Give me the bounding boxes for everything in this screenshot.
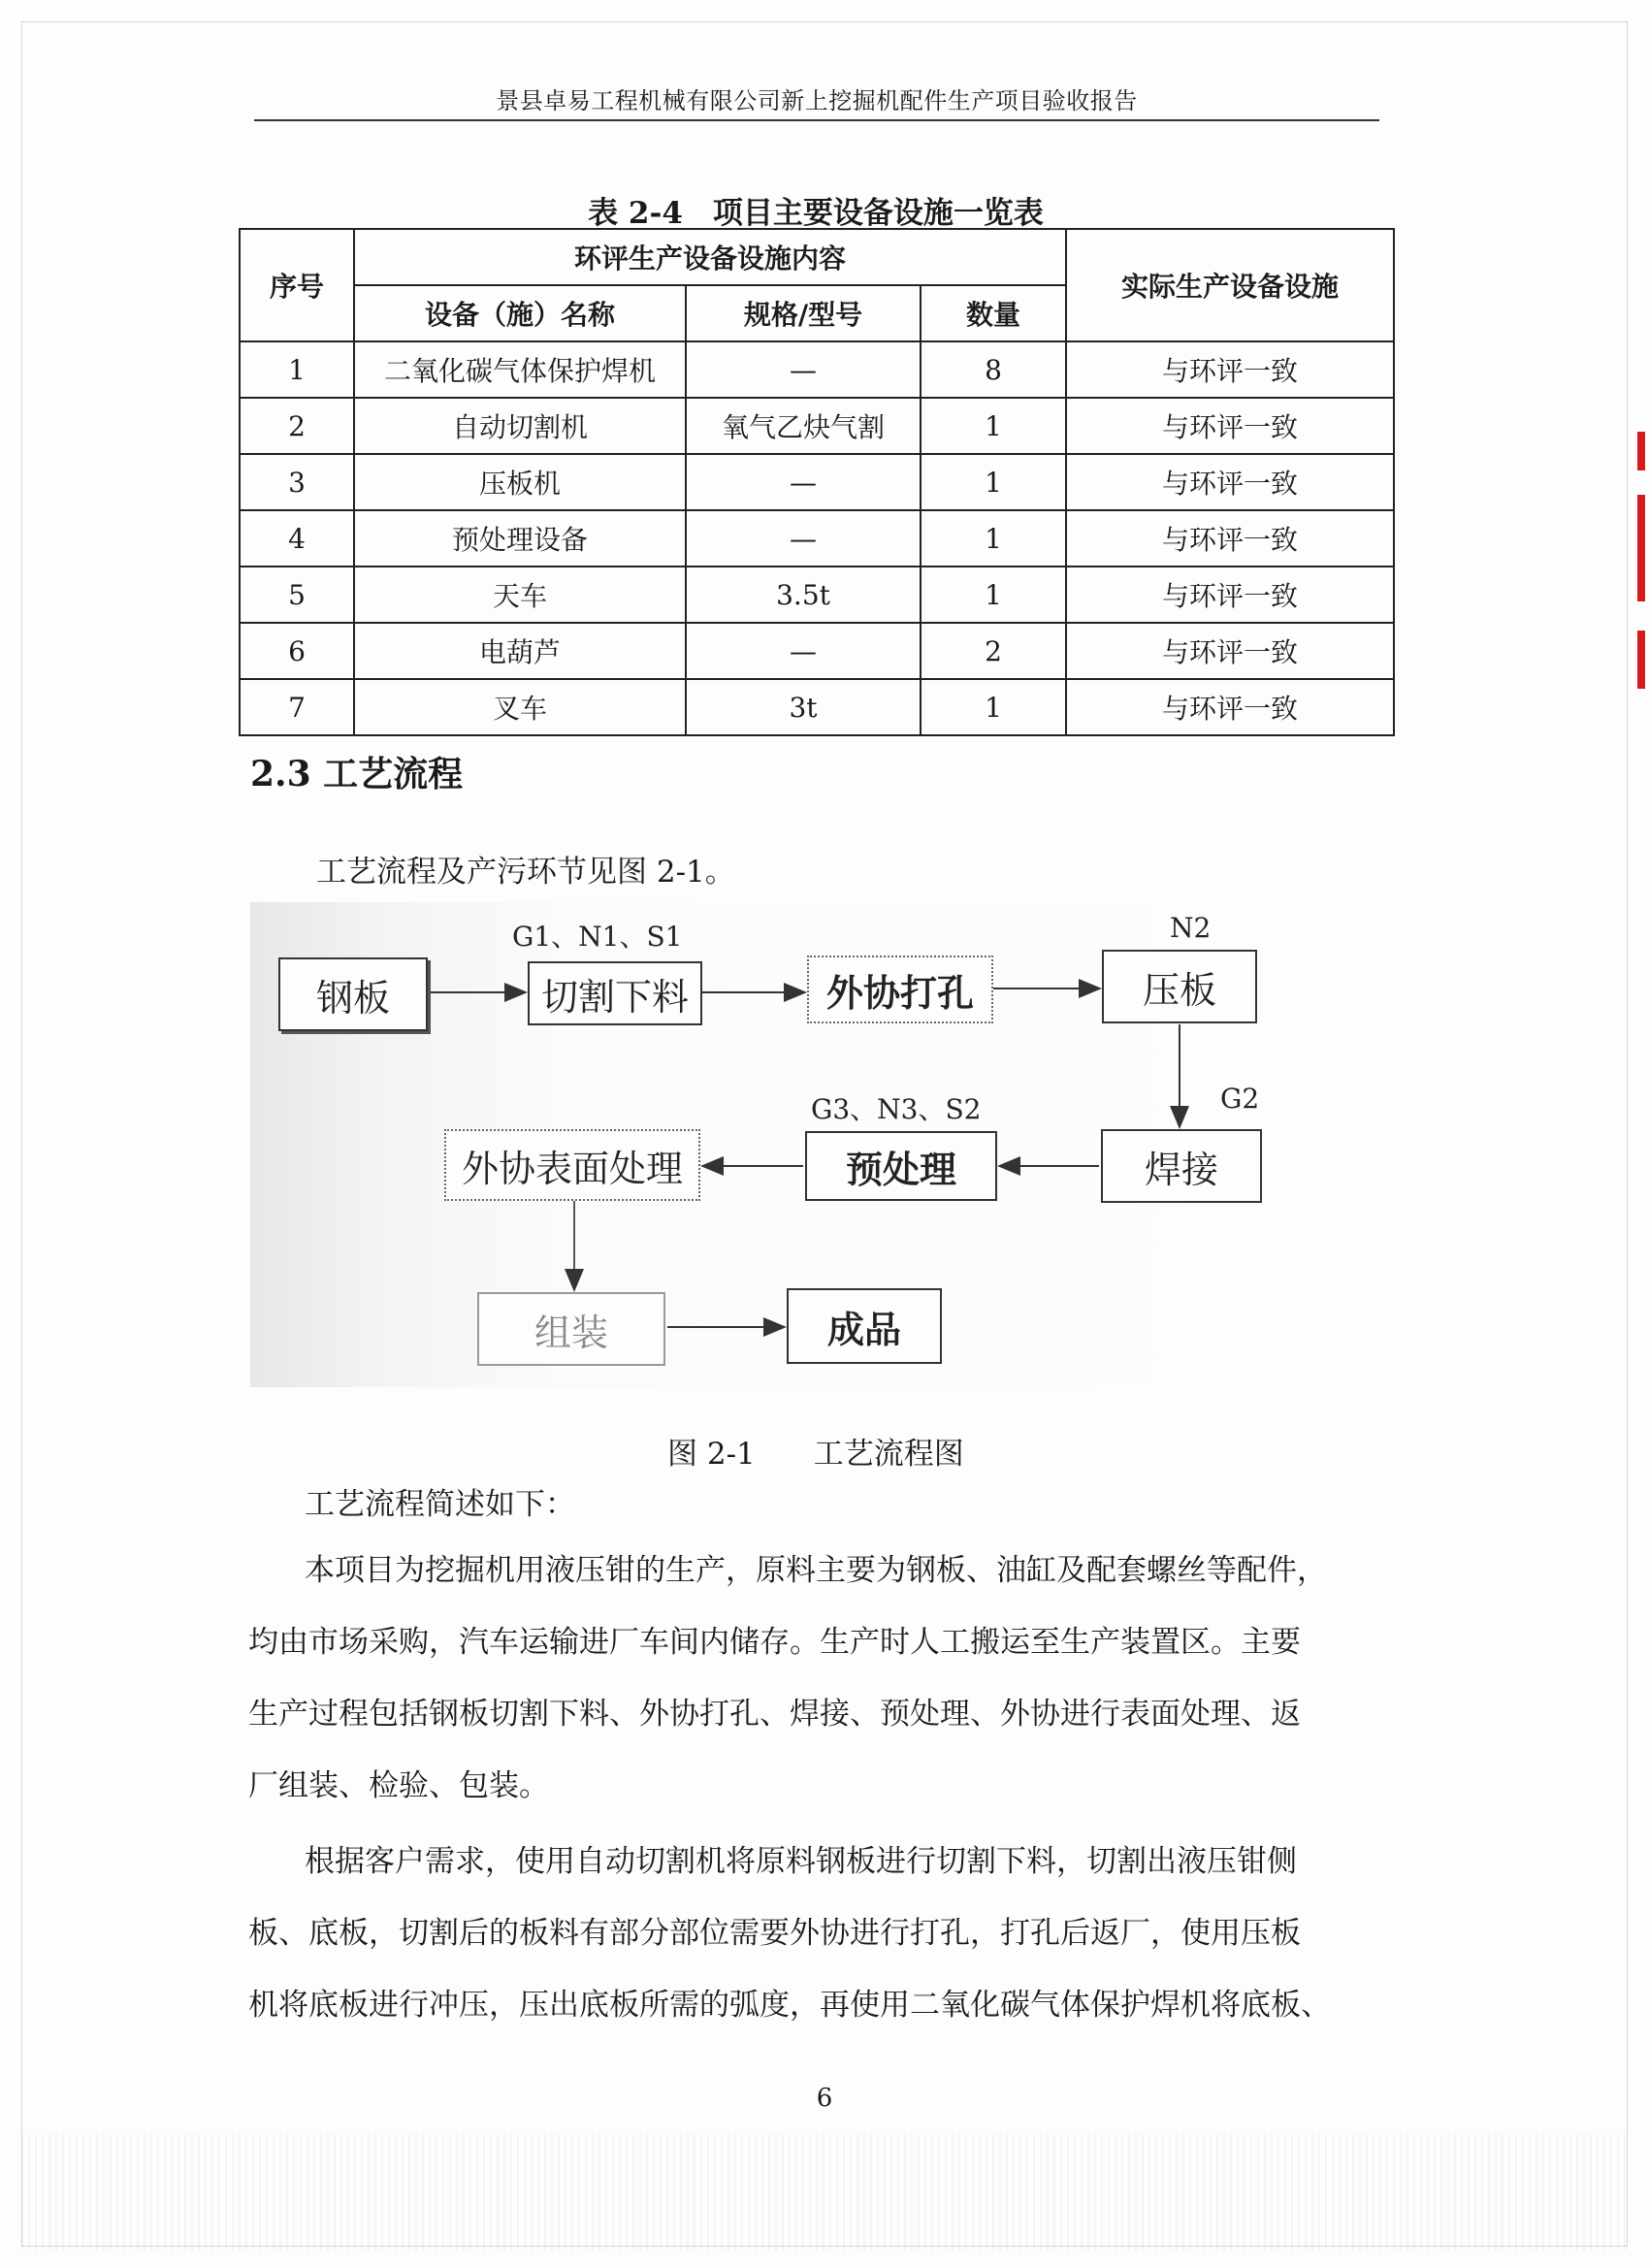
cell-no: 4 <box>240 510 354 567</box>
section-intro: 工艺流程及产污环节见图 2-1。 <box>316 855 735 890</box>
cell-actual: 与环评一致 <box>1066 679 1394 735</box>
cell-qty: 8 <box>921 341 1066 398</box>
cell-spec: — <box>686 341 921 398</box>
red-stamp-fragment <box>1637 495 1645 601</box>
page-number: 6 <box>816 2084 833 2113</box>
cell-no: 6 <box>240 623 354 679</box>
cell-name: 电葫芦 <box>354 623 686 679</box>
process-flow-diagram <box>250 902 1278 1387</box>
col-header-group: 环评生产设备设施内容 <box>354 229 1066 285</box>
cell-actual: 与环评一致 <box>1066 623 1394 679</box>
table-row <box>240 341 1394 398</box>
cell-actual: 与环评一致 <box>1066 567 1394 623</box>
table-header-row <box>240 229 1394 285</box>
table-row <box>240 623 1394 679</box>
col-header-actual: 实际生产设备设施 <box>1066 229 1394 341</box>
cell-name: 二氧化碳气体保护焊机 <box>354 341 686 398</box>
cell-no: 3 <box>240 454 354 510</box>
flow-node-steel: 钢板 <box>278 957 428 1031</box>
table-row <box>240 454 1394 510</box>
table-row <box>240 398 1394 454</box>
figure-caption <box>667 1429 1022 1473</box>
cell-name: 压板机 <box>354 454 686 510</box>
cell-spec: — <box>686 510 921 567</box>
cell-no: 2 <box>240 398 354 454</box>
flow-node-product: 成品 <box>787 1288 942 1364</box>
cell-actual: 与环评一致 <box>1066 454 1394 510</box>
cell-spec: 3.5t <box>686 567 921 623</box>
red-stamp-fragment <box>1637 432 1645 470</box>
flow-node-pretreat: 预处理 <box>805 1131 997 1201</box>
cell-no: 5 <box>240 567 354 623</box>
process-summary-lead: 工艺流程简述如下： <box>305 1487 575 1522</box>
flow-node-drill: 外协打孔 <box>807 956 993 1023</box>
header-rule <box>254 119 1379 121</box>
cell-qty: 1 <box>921 510 1066 567</box>
emission-label-cut: G1、N1、S1 <box>512 921 683 953</box>
section-heading: 2.3 工艺流程 <box>250 754 464 794</box>
emission-label-weld: G2 <box>1220 1083 1260 1115</box>
cell-spec: 氧气乙炔气割 <box>686 398 921 454</box>
cell-qty: 1 <box>921 679 1066 735</box>
cell-qty: 1 <box>921 398 1066 454</box>
col-header-spec: 规格/型号 <box>686 285 921 341</box>
flow-node-cut: 切割下料 <box>528 961 702 1025</box>
paragraph-line: 均由市场采购，汽车运输进厂车间内储存。生产时人工搬运至生产装置区。主要 <box>248 1625 1301 1660</box>
cell-qty: 2 <box>921 623 1066 679</box>
paragraph-line: 板、底板，切割后的板料有部分部位需要外协进行打孔，打孔后返厂，使用压板 <box>248 1916 1301 1951</box>
paragraph-line: 厂组装、检验、包装。 <box>248 1768 549 1803</box>
paragraph-1 <box>248 1535 1374 1822</box>
emission-label-press: N2 <box>1170 912 1212 944</box>
equipment-table <box>239 228 1395 736</box>
paragraph-line: 本项目为挖掘机用液压钳的生产，原料主要为钢板、油缸及配套螺丝等配件， <box>305 1553 1327 1588</box>
cell-spec: — <box>686 454 921 510</box>
paragraph-line: 机将底板进行冲压，压出底板所需的弧度，再使用二氧化碳气体保护焊机将底板、 <box>248 1988 1331 2023</box>
cell-name: 自动切割机 <box>354 398 686 454</box>
col-header-index: 序号 <box>240 229 354 341</box>
cell-qty: 1 <box>921 454 1066 510</box>
red-stamp-fragment <box>1637 631 1645 689</box>
flow-node-assemble: 组装 <box>477 1292 665 1366</box>
scan-noise <box>21 2134 1628 2251</box>
flow-node-press: 压板 <box>1102 950 1257 1023</box>
cell-actual: 与环评一致 <box>1066 341 1394 398</box>
table-row <box>240 679 1394 735</box>
figure-title: 工艺流程图 <box>813 1437 964 1472</box>
cell-name: 预处理设备 <box>354 510 686 567</box>
col-header-name: 设备（施）名称 <box>354 285 686 341</box>
emission-label-pretreat: G3、N3、S2 <box>811 1093 982 1125</box>
cell-actual: 与环评一致 <box>1066 398 1394 454</box>
cell-spec: 3t <box>686 679 921 735</box>
cell-qty: 1 <box>921 567 1066 623</box>
flow-node-weld: 焊接 <box>1101 1129 1262 1203</box>
cell-spec: — <box>686 623 921 679</box>
col-header-qty: 数量 <box>921 285 1066 341</box>
paragraph-line: 生产过程包括钢板切割下料、外协打孔、焊接、预处理、外协进行表面处理、返 <box>248 1697 1301 1732</box>
flow-node-surface: 外协表面处理 <box>444 1129 700 1201</box>
table-caption: 表 2-4 项目主要设备设施一览表 <box>588 196 1044 231</box>
cell-name: 叉车 <box>354 679 686 735</box>
page-header: 景县卓易工程机械有限公司新上挖掘机配件生产项目验收报告 <box>496 87 1138 114</box>
cell-name: 天车 <box>354 567 686 623</box>
figure-number: 图 2-1 <box>667 1437 756 1472</box>
cell-no: 1 <box>240 341 354 398</box>
paragraph-2 <box>248 1826 1374 2041</box>
cell-actual: 与环评一致 <box>1066 510 1394 567</box>
table-row <box>240 567 1394 623</box>
table-row <box>240 510 1394 567</box>
cell-no: 7 <box>240 679 354 735</box>
paragraph-line: 根据客户需求，使用自动切割机将原料钢板进行切割下料，切割出液压钳侧 <box>305 1844 1297 1879</box>
